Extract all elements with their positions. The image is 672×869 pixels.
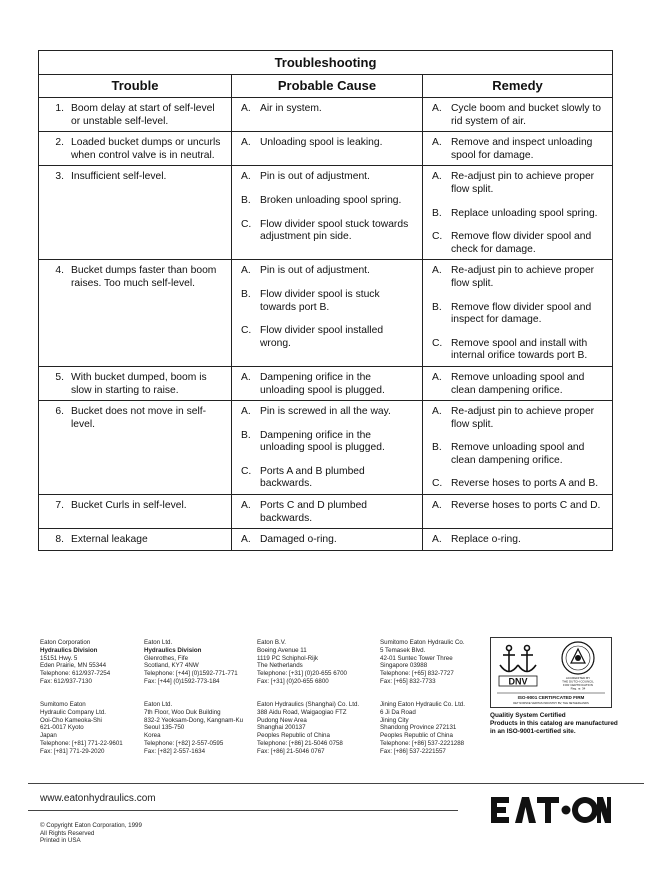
office-address [380,639,465,686]
seal-line-4: Reg. nr. 34 [570,686,586,691]
address-line: Telephone: 612/937-7254 [40,670,111,678]
trouble-cell [39,367,232,400]
cause-item [238,466,416,491]
trouble-cell [39,260,232,366]
remedy-letter: B. [432,442,442,454]
address-line: 621-0017 Kyoto [40,724,84,732]
seal-line-3: FOR CERTIFICATION [563,683,593,687]
cert-label-line-2: Products in this catalog are manufactured [490,720,618,727]
footer-divider-bottom [28,810,458,811]
address-line: Peoples Republic of China [380,732,453,740]
cause-letter: A. [241,171,251,183]
cause-letter: C. [241,325,252,337]
address-line: Peoples Republic of China [257,732,330,740]
address-line: Scotland, KY7 4NW [144,662,199,670]
cause-letter: A. [241,500,251,512]
remedy-text: Cycle boom and bucket slowly to rid system of air. [451,103,601,127]
cause-text: Ports C and D plumbed backwards. [260,500,368,524]
footer-divider-top [28,783,644,784]
eaton-logo [491,795,611,830]
address-line: Telephone: [+86] 537-2221288 [380,739,465,747]
address-line: Korea [144,732,161,740]
cause-text: Broken unloading spool spring. [260,194,402,206]
remedy-letter: C. [432,231,443,243]
cause-text: Dampening orifice in the unloading spool is plugged. [260,429,385,454]
office-address [380,701,465,756]
row-number: 7. [55,500,64,512]
cause-item [238,430,416,455]
cause-cell [232,495,423,528]
trouble-cell [39,166,232,259]
cause-text: Pin is out of adjustment. [260,171,370,183]
address-line: Sumitomo Eaton [40,701,86,708]
remedy-text: Remove flow divider spool and check for damage. [451,231,592,255]
cause-text: Air in system. [260,103,322,114]
copyright-line-1: © Copyright Eaton Corporation, 1999 [40,822,142,829]
trouble-text: Bucket dumps faster than boom raises. Too much self-level. [71,265,217,289]
address-line: 42-01 Suntec Tower Three [380,654,453,662]
table-body [39,98,612,550]
table-header-row [39,75,612,98]
trouble-text: Bucket Curls in self-level. [71,500,187,512]
remedy-text: Reverse hoses to ports C and D. [451,500,601,512]
cause-item [238,372,416,397]
trouble-text: With bucket dumped, boom is slow in starting to raise. [71,371,207,396]
certification-seal-icon [491,638,611,707]
row-number: 2. [55,137,64,149]
address-line: 6 Ji Da Road [380,708,416,716]
dnv-logo-text: DNV [508,676,528,687]
row-number: 1. [55,103,64,114]
table-row [39,166,612,260]
remedy-letter: C. [432,337,443,349]
troubleshooting-table [38,50,613,551]
cause-item [238,289,416,314]
cause-cell [232,367,423,400]
row-number: 6. [55,406,64,418]
address-line: Telephone: [+82] 2-557-0595 [144,739,224,747]
trouble-text: Boom delay at start of self-level or unstable self-level. [71,103,215,127]
table-row [39,529,612,550]
remedy-item [429,478,606,491]
cause-cell [232,401,423,494]
cause-letter: A. [241,406,251,418]
address-line: Eaton Ltd. [144,701,173,708]
remedy-cell [423,529,612,550]
copyright [40,822,142,845]
trouble-cell [39,98,232,131]
address-line: Jining City [380,716,409,724]
address-line: Fax: 612/937-7130 [40,677,92,685]
office-address [144,639,238,686]
remedy-text: Remove unloading spool and clean dampening orifice. [451,442,585,466]
cause-item [238,103,416,116]
trouble-text: Insufficient self-level. [71,171,167,183]
cause-text: Dampening orifice in the unloading spool is plugged. [260,371,385,396]
remedy-item [429,103,606,128]
cause-letter: A. [241,265,251,277]
remedy-cell [423,495,612,528]
remedy-item [429,534,606,547]
remedy-item [429,406,606,431]
iso-sub-banner: DET NORSKE VERITAS INDUSTRY BV, THE NETHERLANDS [513,702,589,705]
cause-item [238,325,416,350]
row-number: 4. [55,265,64,277]
row-number: 5. [55,371,64,383]
remedy-letter: B. [432,301,442,313]
remedy-letter: A. [432,103,442,114]
remedy-text: Remove and inspect unloading spool for damage. [451,137,593,161]
cause-letter: A. [241,103,251,114]
remedy-item [429,171,606,196]
remedy-letter: A. [432,171,442,183]
remedy-letter: B. [432,207,442,219]
cert-label-line-3: in an ISO-9001-certified site. [490,728,576,735]
address-line: Telephone: [+81] 771-22-9601 [40,739,123,747]
row-number: 3. [55,171,64,183]
remedy-text: Remove spool and install with internal orifice towards port B. [451,337,588,362]
cause-letter: C. [241,218,252,230]
address-line: Fax: [+31] (0)20-655 6800 [257,677,329,685]
address-line: Singapore 03988 [380,662,428,670]
remedy-cell [423,367,612,400]
table-row [39,98,612,132]
table-row [39,401,612,495]
address-line: Fax: [+86] 537-2221557 [380,747,446,755]
eaton-logo-icon [491,795,611,825]
address-line: 832-2 Yeoksam-Dong, Kangnam-Ku [144,716,244,724]
trouble-text: Bucket does not move in self-level. [71,406,207,430]
remedy-item [429,372,606,397]
seal-line-1: ACCREDITED BY [565,676,591,680]
remedy-text: Replace o-ring. [451,534,521,546]
address-line: Eaton Ltd. [144,639,173,646]
remedy-letter: A. [432,371,442,383]
cause-item [238,534,416,547]
cause-letter: B. [241,288,251,300]
remedy-item [429,137,606,162]
cause-text: Flow divider spool stuck towards adjustment pin side. [260,218,409,243]
header-remedy: Remedy [492,78,543,93]
address-line: Ooi-Cho Kameoka-Shi [40,716,102,724]
remedy-letter: A. [432,265,442,277]
trouble-cell [39,529,232,550]
remedy-cell [423,132,612,165]
office-address [257,639,347,686]
table-row [39,495,612,529]
cert-label-line-1: Qualitiy System Certified [490,712,566,719]
remedy-cell [423,166,612,259]
address-line: Fax: [+65] 832-7733 [380,677,436,685]
cause-item [238,500,416,525]
row-number: 8. [55,534,64,546]
cause-cell [232,529,423,550]
address-line: Eaton B.V. [257,639,287,646]
remedy-letter: A. [432,406,442,418]
remedy-item [429,208,606,221]
cause-text: Damaged o-ring. [260,534,337,546]
address-line: Fax: [+81] 771-29-2020 [40,747,105,755]
remedy-item [429,338,606,363]
address-line: Eden Prairie, MN 55344 [40,662,107,670]
trouble-cell [39,401,232,494]
remedy-cell [423,98,612,131]
address-line: 15151 Hwy. 5 [40,654,78,662]
cause-text: Pin is out of adjustment. [260,265,370,277]
office-address [40,639,110,686]
cause-text: Unloading spool is leaking. [260,137,383,149]
remedy-cell [423,401,612,494]
address-line: Eaton Corporation [40,639,91,646]
remedy-text: Replace unloading spool spring. [451,207,598,219]
trouble-cell [39,495,232,528]
cause-letter: A. [241,371,251,383]
remedy-letter: A. [432,534,442,546]
remedy-text: Re-adjust pin to achieve proper flow split. [451,265,595,289]
office-address [257,701,359,756]
cause-text: Flow divider spool installed wrong. [260,325,384,349]
address-line: 5 Temasek Blvd. [380,646,426,654]
cause-letter: A. [241,137,251,149]
website-link[interactable]: www.eatonhydraulics.com [40,793,156,804]
table-row [39,132,612,166]
remedy-item [429,442,606,467]
address-line: Telephone: [+44] (0)1592-771-771 [144,670,238,678]
cause-item [238,171,416,184]
address-line: Pudong New Area [257,716,307,724]
remedy-text: Re-adjust pin to achieve proper flow split. [451,171,595,195]
header-probable-cause: Probable Cause [232,75,423,97]
cause-item [238,195,416,208]
address-line: Jining Eaton Hydraulic Co. Ltd. [380,701,465,708]
cause-cell [232,260,423,366]
remedy-letter: A. [432,500,442,512]
remedy-item [429,500,606,513]
address-line: 388 Aidu Road, Waigaogiao FTZ [257,708,347,716]
address-line: Fax: [+86] 21-5046 0767 [257,747,325,755]
remedy-text: Remove unloading spool and clean dampening orifice. [451,371,585,396]
cause-letter: A. [241,534,251,546]
office-address [144,701,243,756]
cause-item [238,406,416,419]
remedy-item [429,265,606,290]
remedy-letter: C. [432,478,443,490]
remedy-item [429,231,606,256]
address-line: Glenrothes, Fife [144,654,189,662]
address-line: Shanghai 200137 [257,724,306,732]
cause-letter: B. [241,194,251,206]
copyright-line-2: All Rights Reserved [40,829,95,837]
remedy-text: Remove flow divider spool and inspect for damage. [451,301,592,326]
address-line: Fax: [+82] 2-557-1634 [144,747,206,755]
copyright-line-3: Printed in USA [40,837,81,845]
cause-letter: C. [241,465,252,477]
remedy-letter: A. [432,137,442,149]
address-line: Telephone: [+65] 832-7727 [380,670,454,678]
address-line: Shandong Province 272131 [380,724,457,732]
iso-banner: ISO-9001 CERTIFICATED FIRM [517,695,585,700]
remedy-cell [423,260,612,366]
trouble-cell [39,132,232,165]
address-line: Eaton Hydraulics (Shanghai) Co. Ltd. [257,701,360,708]
address-line: Hydraulics Division [40,646,98,654]
address-line: Telephone: [+31] (0)20-655 6700 [257,670,347,678]
table-title: Troubleshooting [39,51,612,75]
cause-cell [232,132,423,165]
address-line: Sumitomo Eaton Hydraulic Co. [380,639,465,646]
address-line: The Netherlands [257,662,303,670]
address-line: 7th Floor, Woo Duk Building [144,708,221,716]
remedy-text: Reverse hoses to ports A and B. [451,478,599,490]
cause-item [238,137,416,150]
cause-item [238,219,416,244]
address-line: Seoul 135-750 [144,724,185,732]
address-line: Boeing Avenue 11 [257,646,307,654]
table-row [39,367,612,401]
address-line: Japan [40,732,57,740]
table-row [39,260,612,367]
cause-item [238,265,416,278]
cause-cell [232,166,423,259]
cause-text: Flow divider spool is stuck towards port B. [260,288,380,313]
certification [490,637,618,736]
certification-badge [490,637,612,708]
header-trouble: Trouble [39,75,232,97]
address-line: Hydraulic Company Ltd. [40,708,107,716]
remedy-text: Re-adjust pin to achieve proper flow split. [451,406,595,430]
trouble-text: Loaded bucket dumps or uncurls when control valve is in neutral. [71,137,221,161]
cause-letter: B. [241,429,251,441]
remedy-item [429,302,606,327]
trouble-text: External leakage [71,534,148,546]
certification-label [490,712,618,736]
address-line: Telephone: [+86] 21-5046 0758 [257,739,343,747]
cause-text: Pin is screwed in all the way. [260,406,391,418]
cause-text: Ports A and B plumbed backwards. [260,465,365,490]
seal-line-2: THE DUTCH COUNCIL [562,679,594,684]
address-line: 1119 PC Schiphol-Rijk [257,654,318,662]
cause-cell [232,98,423,131]
address-line: Hydraulics Division [144,646,202,654]
address-line: Fax: [+44] (0)1592-773-184 [144,677,220,685]
office-address [40,701,123,756]
